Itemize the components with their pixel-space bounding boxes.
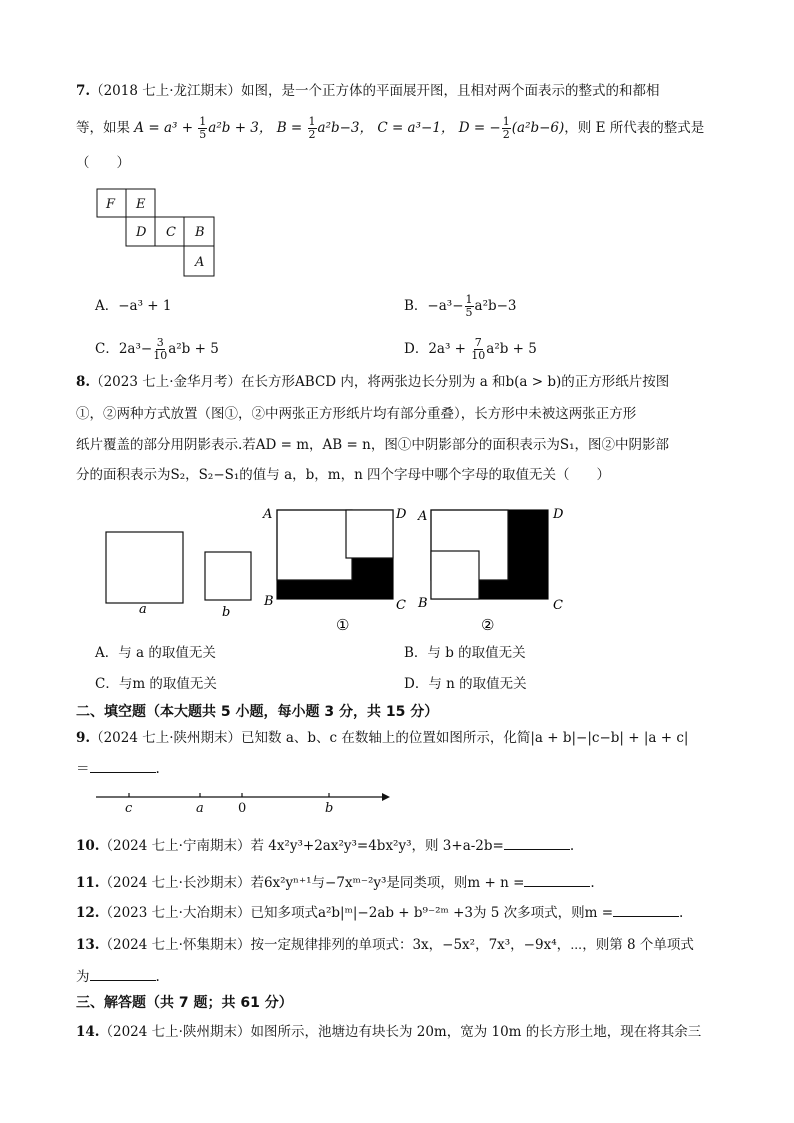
answer-blank[interactable] — [504, 835, 570, 850]
question-number: 12. — [76, 905, 100, 921]
numerator: 3 — [156, 336, 164, 349]
expr-d: D = − — [458, 120, 501, 136]
corner-label: C — [396, 598, 406, 613]
text: ，则 E 所代表的整式是 — [564, 120, 705, 136]
expr-a: A = a³ + — [134, 120, 198, 136]
q9-line1 — [76, 728, 688, 748]
denominator: 5 — [465, 306, 473, 319]
answer-blank[interactable] — [90, 758, 156, 773]
axis-label: 0 — [238, 801, 247, 816]
q7-option-a[interactable]: A．−a³ + 1 — [95, 298, 172, 314]
fraction — [502, 116, 511, 141]
q8-option-a[interactable]: A．与 a 的取值无关 — [95, 645, 216, 661]
denominator: 5 — [199, 128, 207, 141]
question-number: 11. — [76, 875, 100, 891]
square-b-placed — [431, 551, 479, 599]
denominator: 10 — [471, 349, 486, 362]
q8-option-c[interactable]: C．与m 的取值无关 — [95, 676, 217, 692]
q8-figure — [96, 500, 576, 640]
text: . — [569, 838, 575, 854]
corner-label: A — [418, 509, 428, 524]
square-b-placed — [346, 510, 393, 558]
net-label: A — [195, 255, 205, 270]
fraction — [471, 337, 485, 362]
question-text: （2024 七上·宁南期末）若 4x²y³+2ax²y³=4bx²y³，则 3+a-2b= — [99, 838, 504, 854]
fraction — [465, 294, 474, 319]
fraction — [308, 116, 317, 141]
q12-line — [76, 902, 683, 923]
section-heading: 三、解答题（共 7 题；共 61 分） — [76, 995, 293, 1011]
expr-b: B = — [276, 120, 307, 136]
axis-label: a — [196, 801, 204, 816]
q8-line4: 分的面积表示为S₂，S₂−S₁的值与 a，b，m，n 四个字母中哪个字母的取值无关（ ） — [76, 467, 611, 483]
denominator: 10 — [153, 349, 168, 362]
corner-label: A — [263, 507, 273, 522]
corner-label: B — [418, 596, 428, 611]
q7-option-d[interactable] — [404, 337, 537, 362]
q13-line2 — [76, 966, 160, 987]
q14-line — [76, 1022, 701, 1042]
q9-line2: ＝ . — [76, 758, 160, 779]
corner-label: D — [396, 507, 407, 522]
expr-b-rest: a²b−3， — [317, 120, 374, 136]
fraction — [198, 116, 207, 141]
answer-blank[interactable] — [524, 872, 590, 887]
q8-line2: ①，②两种方式放置（图①，②中两张正方形纸片均有部分重叠），长方形中未被这两张正方形 — [76, 406, 637, 422]
label-b: b — [222, 605, 231, 620]
square-a — [106, 532, 183, 603]
section-heading: 二、填空题（本大题共 5 小题，每小题 3 分，共 15 分） — [76, 704, 439, 720]
question-text: （2024 七上·长沙期末）若6x²yⁿ⁺¹与−7xᵐ⁻²y³是同类项，则m + n = — [99, 875, 525, 891]
corner-label: D — [553, 507, 564, 522]
numerator: 7 — [474, 336, 482, 349]
q7-option-c[interactable] — [95, 337, 219, 362]
corner-label: C — [553, 598, 563, 613]
numerator: 1 — [465, 293, 473, 306]
q13-line1 — [76, 935, 694, 955]
q7-line1 — [76, 81, 660, 101]
text: a²b + 5 — [486, 341, 537, 357]
question-number: 13. — [76, 937, 100, 953]
denominator: 2 — [308, 128, 316, 141]
numerator: 1 — [502, 115, 510, 128]
question-number: 14. — [76, 1024, 100, 1040]
net-label: F — [106, 197, 116, 212]
answer-blank[interactable] — [613, 902, 679, 917]
net-label: C — [166, 225, 176, 240]
question-text: （2023 七上·大冶期末）已知多项式a²b|ᵐ|−2ab + b⁹⁻²ᵐ +3为 5 次多项式，则m = — [99, 905, 614, 921]
q7-paren: （ ） — [76, 155, 130, 171]
square-b — [205, 552, 251, 600]
figure-label: ② — [481, 616, 495, 634]
q11-line — [76, 872, 595, 893]
question-text: （2024 七上·陕州期末）如图所示，池塘边有块长为 20m，宽为 10m 的长方形土地，现在将其余三 — [99, 1024, 702, 1040]
text: 等，如果 — [76, 120, 135, 136]
text: . — [679, 905, 684, 921]
net-label: D — [136, 225, 147, 240]
denominator: 2 — [502, 128, 510, 141]
fraction — [153, 337, 167, 362]
q8-line3: 纸片覆盖的部分用阴影表示.若AD = m，AB = n，图①中阴影部分的面积表示为S₁，图②中阴影部 — [76, 437, 669, 453]
question-text: （2024 七上·陕州期末）已知数 a、b、c 在数轴上的位置如图所示，化简|a + b|−|c−b| + |a + c| — [90, 730, 689, 746]
net-label: B — [195, 225, 205, 240]
q10-line — [76, 835, 574, 856]
question-text: （2023 七上·金华月考）在长方形ABCD 内，将两张边长分别为 a 和b(a > b)的正方形纸片按图 — [90, 374, 670, 390]
question-number: 8. — [76, 374, 91, 390]
text: . — [590, 875, 595, 891]
axis-label: b — [325, 801, 334, 816]
numerator: 1 — [199, 115, 207, 128]
answer-blank[interactable] — [90, 966, 156, 981]
figure-2 — [417, 507, 564, 634]
text: ＝ — [76, 761, 90, 777]
numerator: 1 — [308, 115, 316, 128]
question-number: 10. — [76, 838, 100, 854]
label-a: a — [139, 602, 147, 617]
text: B．−a³− — [404, 298, 464, 314]
question-number: 9. — [76, 730, 91, 746]
figure-1 — [262, 507, 407, 634]
text: D．2a³ + — [404, 341, 471, 357]
expr-c: C = a³−1， — [377, 120, 455, 136]
expr-d-rest: (a²b−6) — [511, 120, 565, 136]
text: a²b−3 — [474, 298, 517, 314]
number-line-figure — [92, 787, 394, 817]
question-text: （2024 七上·怀集期末）按一定规律排列的单项式：3x，−5x²，7x³，−9x⁴，⋯，则第 8 个单项式 — [99, 937, 694, 953]
net-label: E — [136, 197, 146, 212]
axis-label: c — [125, 801, 133, 816]
q7-option-b[interactable] — [404, 294, 517, 319]
figure-label: ① — [336, 616, 350, 634]
text: 为 — [76, 969, 90, 985]
corner-label: B — [264, 594, 274, 609]
text: a²b + 5 — [168, 341, 219, 357]
q7-line2 — [76, 116, 704, 141]
arrow-head-icon — [382, 793, 390, 801]
text: . — [155, 969, 160, 985]
question-number: 7. — [76, 83, 91, 99]
q8-option-b[interactable]: B．与 b 的取值无关 — [404, 645, 526, 661]
q8-line1 — [76, 372, 669, 392]
text: C．2a³− — [95, 341, 153, 357]
expr-a-rest: a²b + 3， — [208, 120, 273, 136]
q8-option-d[interactable]: D．与 n 的取值无关 — [404, 676, 527, 692]
question-text: （2018 七上·龙江期末）如图，是一个正方体的平面展开图，且相对两个面表示的整式的和都相 — [90, 83, 660, 99]
cube-net-figure — [96, 188, 218, 278]
